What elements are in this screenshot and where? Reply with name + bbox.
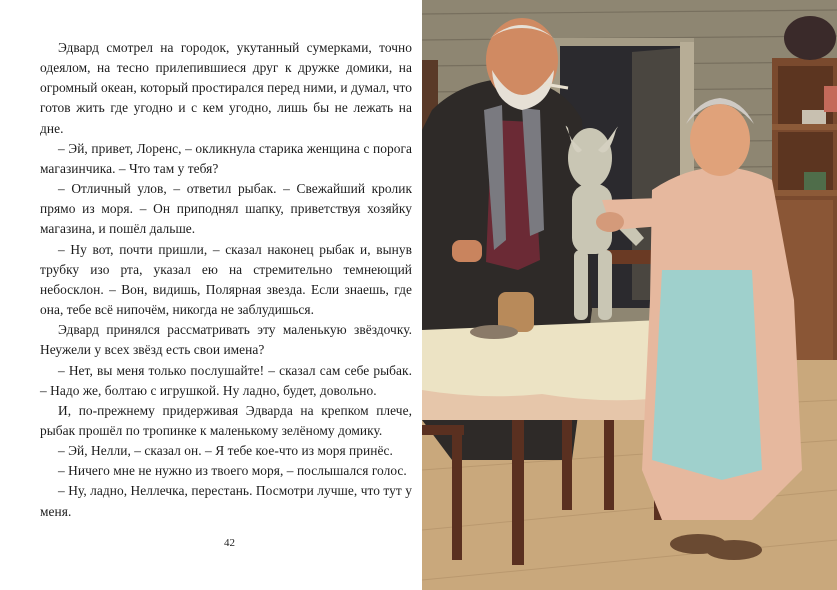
illustration-page bbox=[422, 0, 837, 590]
paragraph: – Ну, ладно, Неллечка, перестань. Посмотри лучше, что тут у меня. bbox=[40, 483, 412, 519]
paragraph: – Ну вот, почти пришли, – сказал наконец рыбак и, вынув трубку изо рта, указал ею на стремительно темнеющий небосклон. – Вон, видишь, Полярная звезда. Если знаешь, где она, тебе всё нипочём, никогда не заблудишься. bbox=[40, 241, 412, 318]
illustration bbox=[422, 0, 837, 590]
paragraph: Эдвард принялся рассматривать эту маленькую звёздочку. Неужели у всех звёзд есть свои имена? bbox=[40, 322, 412, 358]
paragraph: – Нет, вы меня только послушайте! – сказал сам себе рыбак. – Надо же, болтаю с игрушкой. Ну ладно, будет, довольно. bbox=[40, 362, 412, 398]
page-number: 42 bbox=[224, 537, 235, 549]
paragraph: – Эй, Нелли, – сказал он. – Я тебе кое-что из моря принёс. bbox=[58, 443, 393, 459]
paragraph: – Отличный улов, – ответил рыбак. – Свежайший кролик прямо из моря. – Он приподнял шапку, приветствуя хозяйку магазина, и пошёл дальше. bbox=[40, 181, 412, 237]
paragraph: – Ничего мне не нужно из твоего моря, – послышался голос. bbox=[58, 463, 407, 479]
paragraph: Эдвард смотрел на городок, укутанный сумерками, точно одеялом, на тесно прилепившиеся друг к дружке домики, на огромный океан, который простирался перед ними, и думал, что готов жить где угодно и с кем угодно, лишь бы не лежать на дне. bbox=[40, 40, 412, 136]
story-text bbox=[40, 38, 412, 522]
paragraph: И, по-прежнему придерживая Эдварда на крепком плече, рыбак прошёл по тропинке к маленькому зелёному домику. bbox=[40, 402, 412, 438]
paragraph: – Эй, привет, Лоренс, – окликнула старика женщина с порога магазинчика. – Что там у тебя? bbox=[40, 140, 412, 176]
